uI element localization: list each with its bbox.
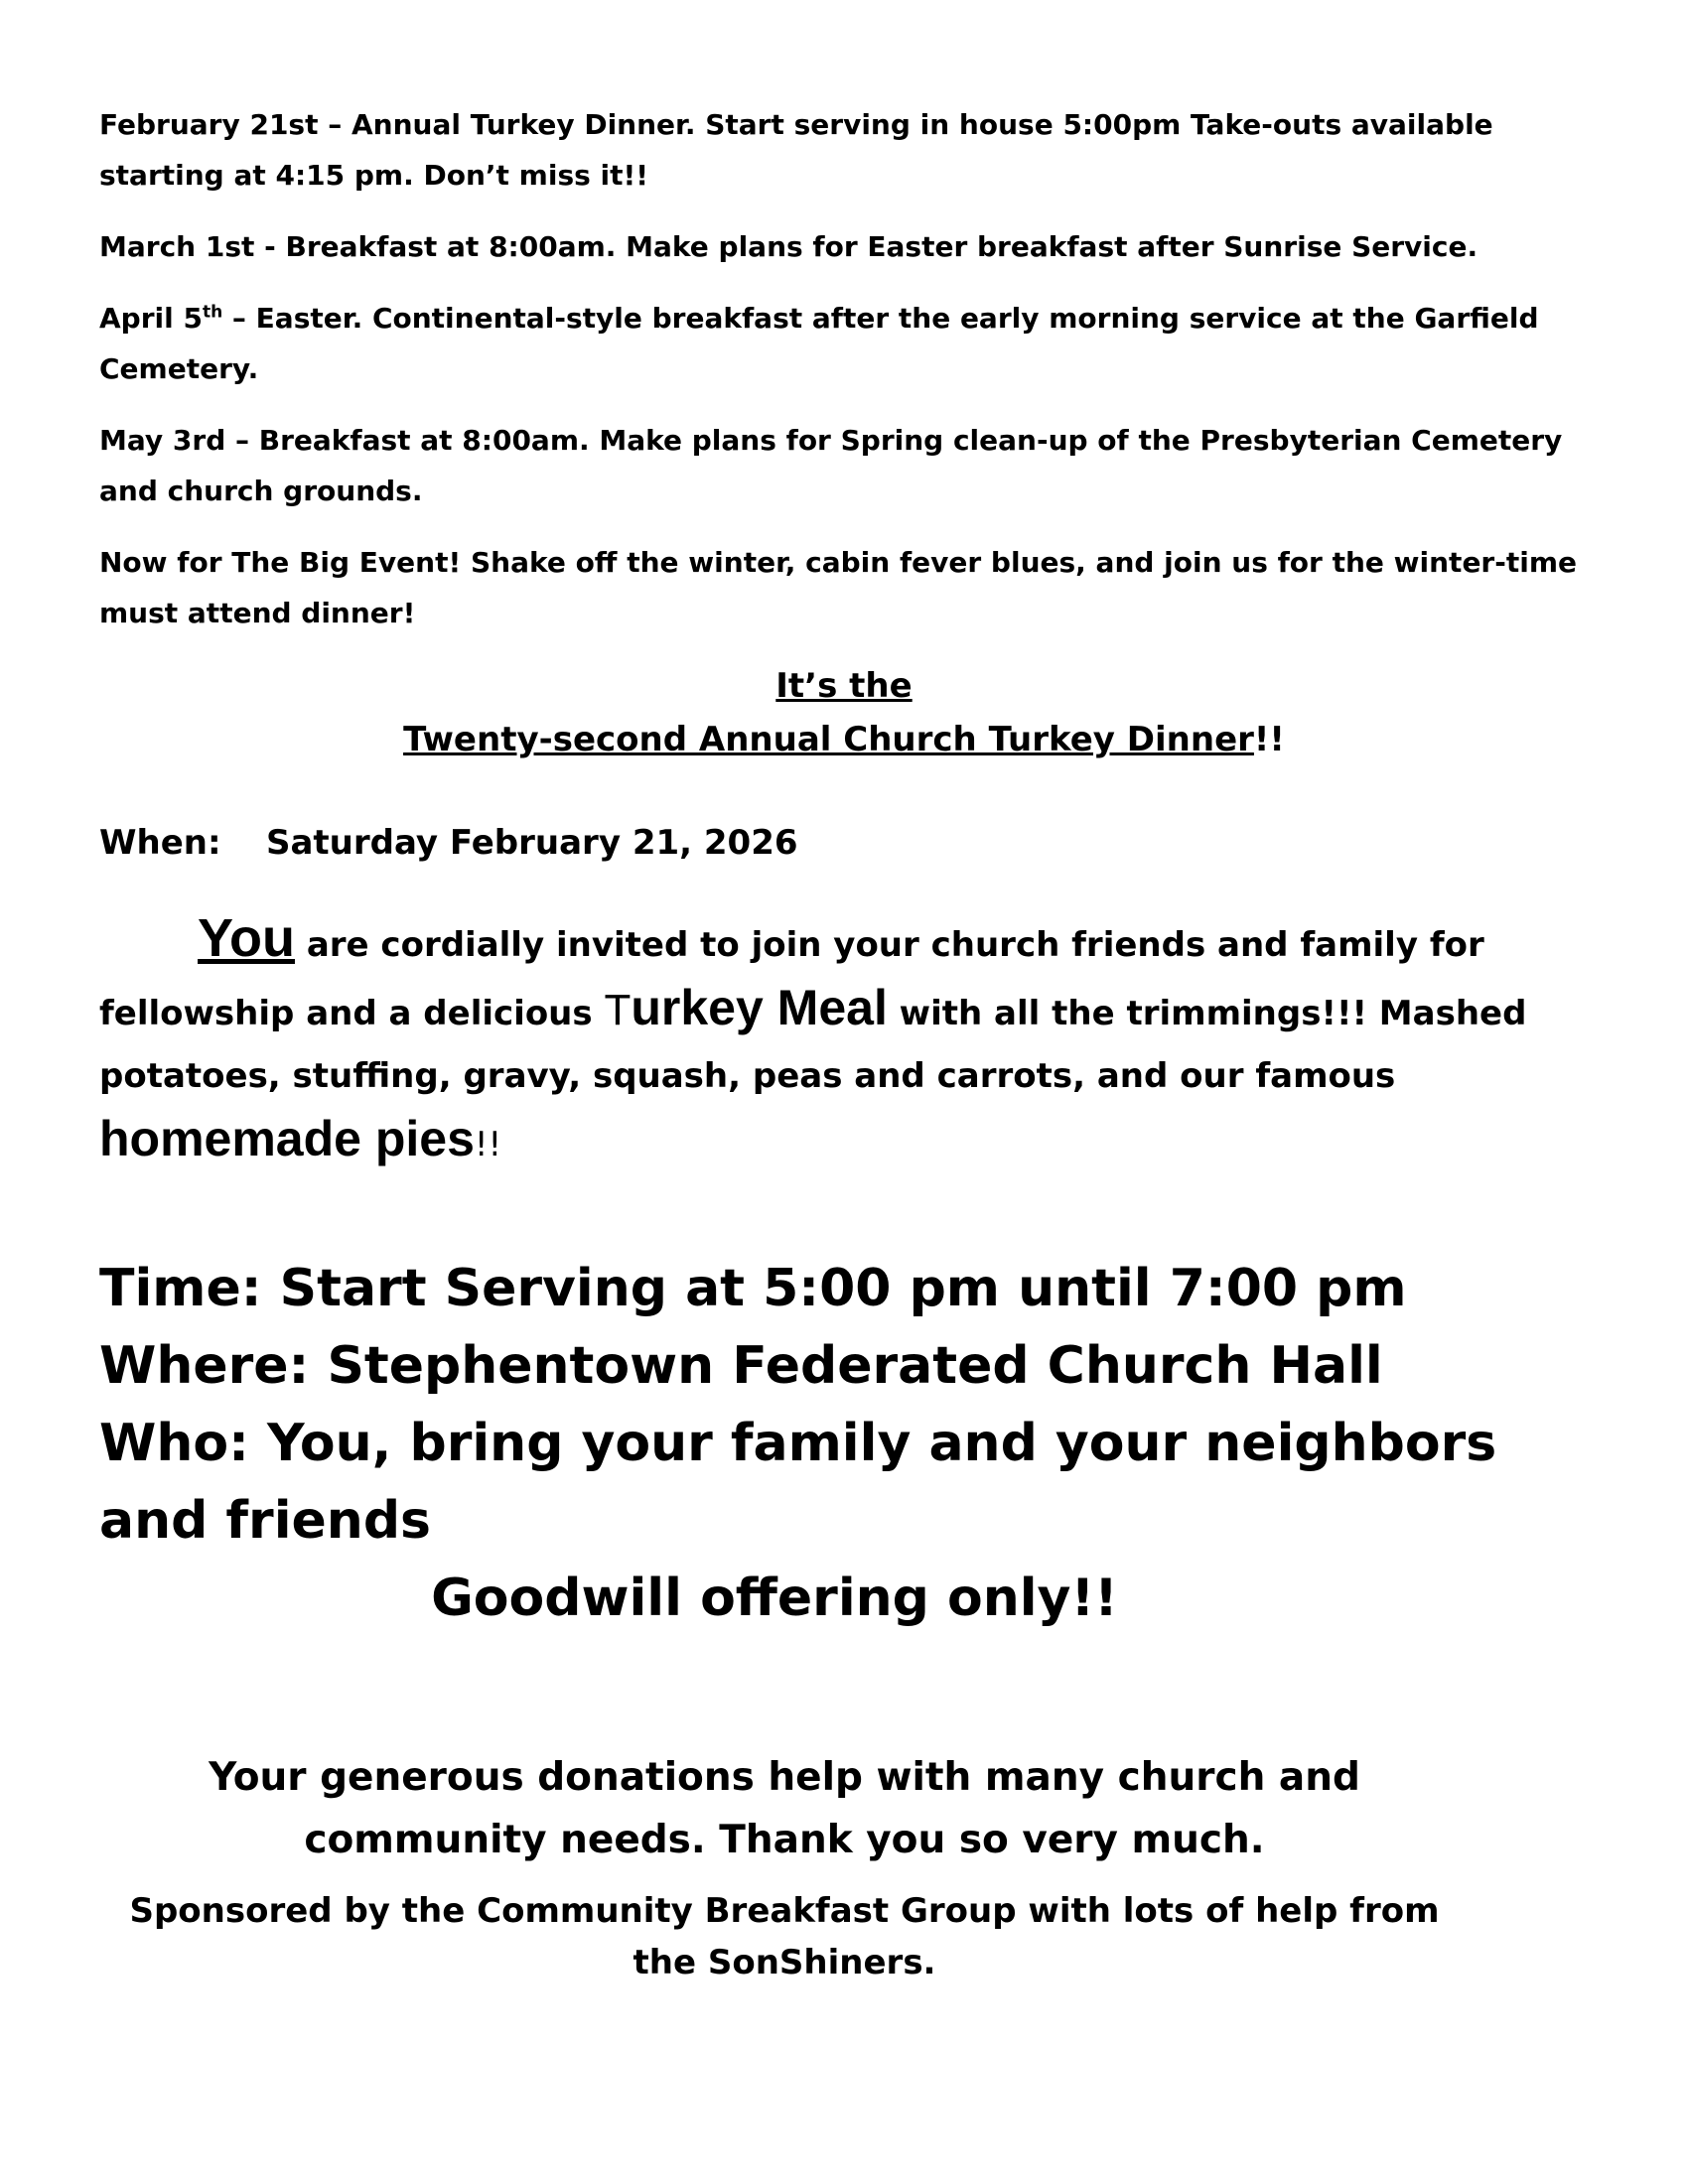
dinner-headline: [99, 659, 1589, 766]
schedule-item-apr: April 5th – Easter. Continental-style breakfast after the early morning service at the Garfield Cemetery.: [99, 302, 1539, 385]
schedule-item-feb: February 21st – Annual Turkey Dinner. Start serving in house 5:00pm Take-outs available starting at 4:15 pm. Don’t miss it!!: [99, 108, 1493, 192]
invite-turkey-meal: urkey Meal: [631, 980, 888, 1035]
schedule-list: [99, 99, 1589, 638]
headline-line2: Twenty-second Annual Church Turkey Dinner!!: [403, 720, 1285, 759]
event-details: [99, 1250, 1589, 1560]
invite-homemade-pies: homemade pies: [99, 1111, 475, 1166]
when-label: When:: [99, 823, 221, 863]
thanks-text: Your generous donations help with many church and community needs. Thank you so very much.: [209, 1755, 1360, 1862]
big-event-intro: Now for The Big Event! Shake off the winter, cabin fever blues, and join us for the winter-time must attend dinner!: [99, 546, 1578, 629]
invite-you: You: [198, 908, 295, 968]
headline-line1: It’s the: [775, 666, 913, 706]
when-line: [99, 818, 1589, 868]
sponsor-text: Sponsored by the Community Breakfast Group with lots of help from the SonShiners.: [129, 1891, 1440, 1982]
who-line: Who: You, bring your family and your neighbors and friends: [99, 1414, 1497, 1551]
invitation-paragraph: You are cordially invited to join your church friends and family for fellowship and a delicious Turkey Meal with all the trimmings!!! Mashed potatoes, stuffing, gravy, squash, peas and carrots, and our famous homemade pies!!: [99, 908, 1527, 1166]
when-value: Saturday February 21, 2026: [266, 823, 798, 863]
schedule-item-mar: March 1st - Breakfast at 8:00am. Make plans for Easter breakfast after Sunrise Service.: [99, 230, 1478, 263]
time-line: Time: Start Serving at 5:00 pm until 7:00 pm: [99, 1259, 1407, 1318]
flyer-page: [99, 99, 1589, 1988]
schedule-item-may: May 3rd – Breakfast at 8:00am. Make plans for Spring clean-up of the Presbyterian Cemetery and church grounds.: [99, 424, 1563, 507]
where-line: Where: Stephentown Federated Church Hall: [99, 1336, 1383, 1396]
goodwill-line: Goodwill offering only!!: [431, 1569, 1118, 1628]
